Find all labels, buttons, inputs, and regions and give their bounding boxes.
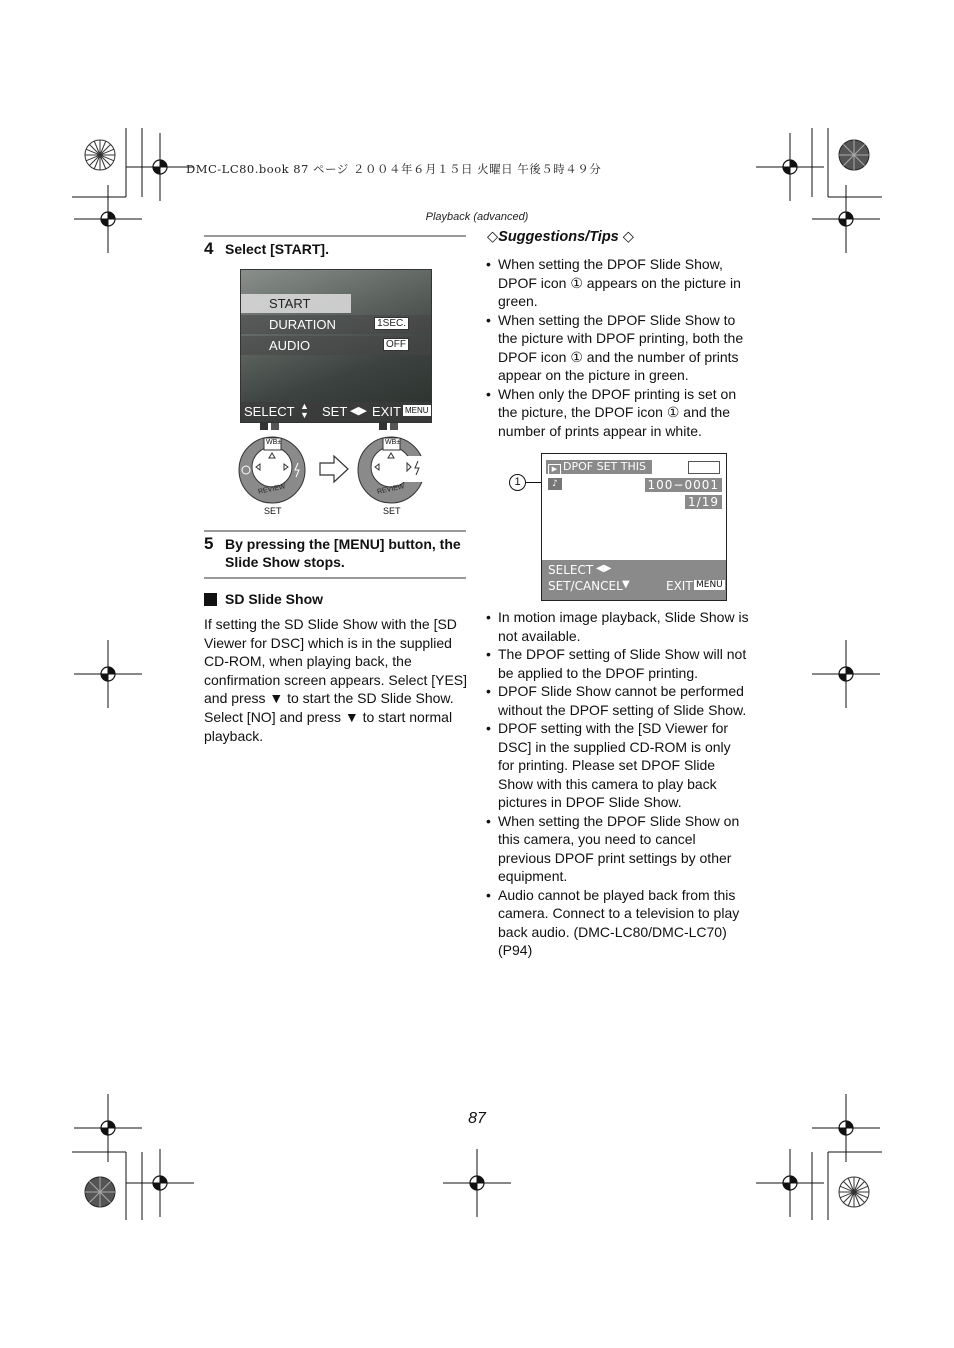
sd-section-body: If setting the SD Slide Show with the [SD Viewer for DSC] which is in the supplied CD-ROM, when playing back, the confirmation screen appears. Select [YES] and press ▼ to start the SD Slide Show. Select [NO] and press ▼ to start normal playback. (204, 616, 468, 744)
list-item: • DPOF Slide Show cannot be performed without the DPOF setting of Slide Show. (486, 683, 747, 718)
arrow-right-icon (320, 456, 348, 482)
step4-text: Select [START]. (225, 241, 329, 257)
list-item: • The DPOF setting of Slide Show will not be applied to the DPOF printing. (486, 646, 747, 681)
audio-value: OFF (383, 338, 409, 351)
list-item: • When only the DPOF printing is set on the picture, the DPOF icon ① and the number of prints appear in white. (486, 385, 737, 439)
list-item: • DPOF setting with the [SD Viewer for DSC] in the supplied CD-ROM is only for printing. Please set DPOF Slide Show with this camera to play back pictures in DPOF Slide Show. (486, 720, 731, 810)
callout-1-circle: 1 (509, 474, 526, 491)
dpof-setcancel-label: SET/CANCEL (548, 579, 623, 593)
dpof-exit-label: EXIT (666, 579, 693, 593)
page-header: Playback (advanced) (425, 211, 529, 223)
select-label: SELECT (244, 404, 295, 419)
tips-title: Suggestions/Tips (498, 229, 619, 245)
tips-heading (487, 229, 634, 245)
dpof-title: DPOF SET THIS (563, 460, 646, 473)
set-label: SET (322, 404, 348, 419)
page-number: 87 (468, 1110, 486, 1127)
divider-step5-top (204, 530, 466, 532)
set-caption-left: SET (264, 506, 282, 516)
menu-bottom-bar (241, 402, 431, 422)
review-label-left: REVIEW (257, 483, 287, 496)
print-info-line: DMC-LC80.book 87 ページ ２００４年６月１５日 火曜日 午後５時４９分 (186, 162, 602, 176)
dpof-menu-badge: MENU (696, 580, 723, 590)
leftright-icon: ◀▶ (350, 405, 367, 417)
menu-item-audio: AUDIO (269, 338, 311, 353)
menu-row-start (241, 294, 351, 313)
list-item: • When setting the DPOF Slide Show, DPOF icon ① appears on the picture in green. (486, 256, 741, 309)
dpof-bottom-bar (542, 560, 726, 600)
divider-step5-bottom (204, 577, 466, 579)
step5-text: By pressing the [MENU] button, the Slide Show stops. (225, 536, 461, 570)
duration-value: 1SEC. (374, 317, 409, 330)
battery-icon (688, 461, 720, 474)
menu-row-duration (241, 315, 431, 334)
menu-item-duration: DURATION (269, 317, 336, 332)
cursor-dial-diagram (238, 423, 438, 515)
leftright-icon: ◀▶ (596, 563, 612, 574)
tips-list-1 (486, 255, 750, 440)
sd-section-title: SD Slide Show (225, 591, 324, 607)
menu-badge: MENU (405, 406, 429, 415)
menu-row-audio (241, 336, 431, 355)
menu-item-start: START (269, 296, 311, 311)
diamond-icon: ◇ (622, 229, 634, 245)
set-caption-right: SET (383, 506, 401, 516)
divider-top-left (204, 235, 466, 237)
list-item: • In motion image playback, Slide Show is not available. (486, 609, 749, 644)
dpof-select-label: SELECT (548, 563, 594, 577)
list-item: • When setting the DPOF Slide Show to the picture with DPOF printing, both the DPOF icon ① and the number of prints appear on the picture in green. (486, 311, 744, 383)
sd-section-square-icon (204, 593, 217, 606)
tips-list-2 (486, 608, 750, 960)
dpof-header (546, 460, 652, 474)
slideshow-menu-screen (240, 269, 432, 423)
wb-label-right: WB± (385, 439, 401, 446)
file-number: 100−0001 (645, 478, 723, 492)
step4-number: 4 (204, 239, 214, 258)
step5-number: 5 (204, 534, 214, 553)
dpof-icon: ♪ (548, 478, 562, 490)
exit-label: EXIT (372, 404, 401, 419)
down-icon: ▼ (622, 579, 630, 590)
dpof-set-screen (541, 453, 727, 601)
list-item: • When setting the DPOF Slide Show on this camera, you need to cancel previous DPOF print settings by other equipment. (486, 812, 740, 884)
updown-icon: ▲ ▼ (300, 401, 309, 420)
diamond-icon: ◇ (487, 229, 499, 245)
list-item: • Audio cannot be played back from this camera. Connect to a television to play back audio. (DMC-LC80/DMC-LC70) (P94) (486, 886, 740, 958)
playback-icon: ▶ (548, 464, 561, 475)
review-label-right: REVIEW (376, 483, 406, 496)
wb-label-left: WB± (266, 439, 282, 446)
image-counter: 1/19 (685, 495, 722, 509)
